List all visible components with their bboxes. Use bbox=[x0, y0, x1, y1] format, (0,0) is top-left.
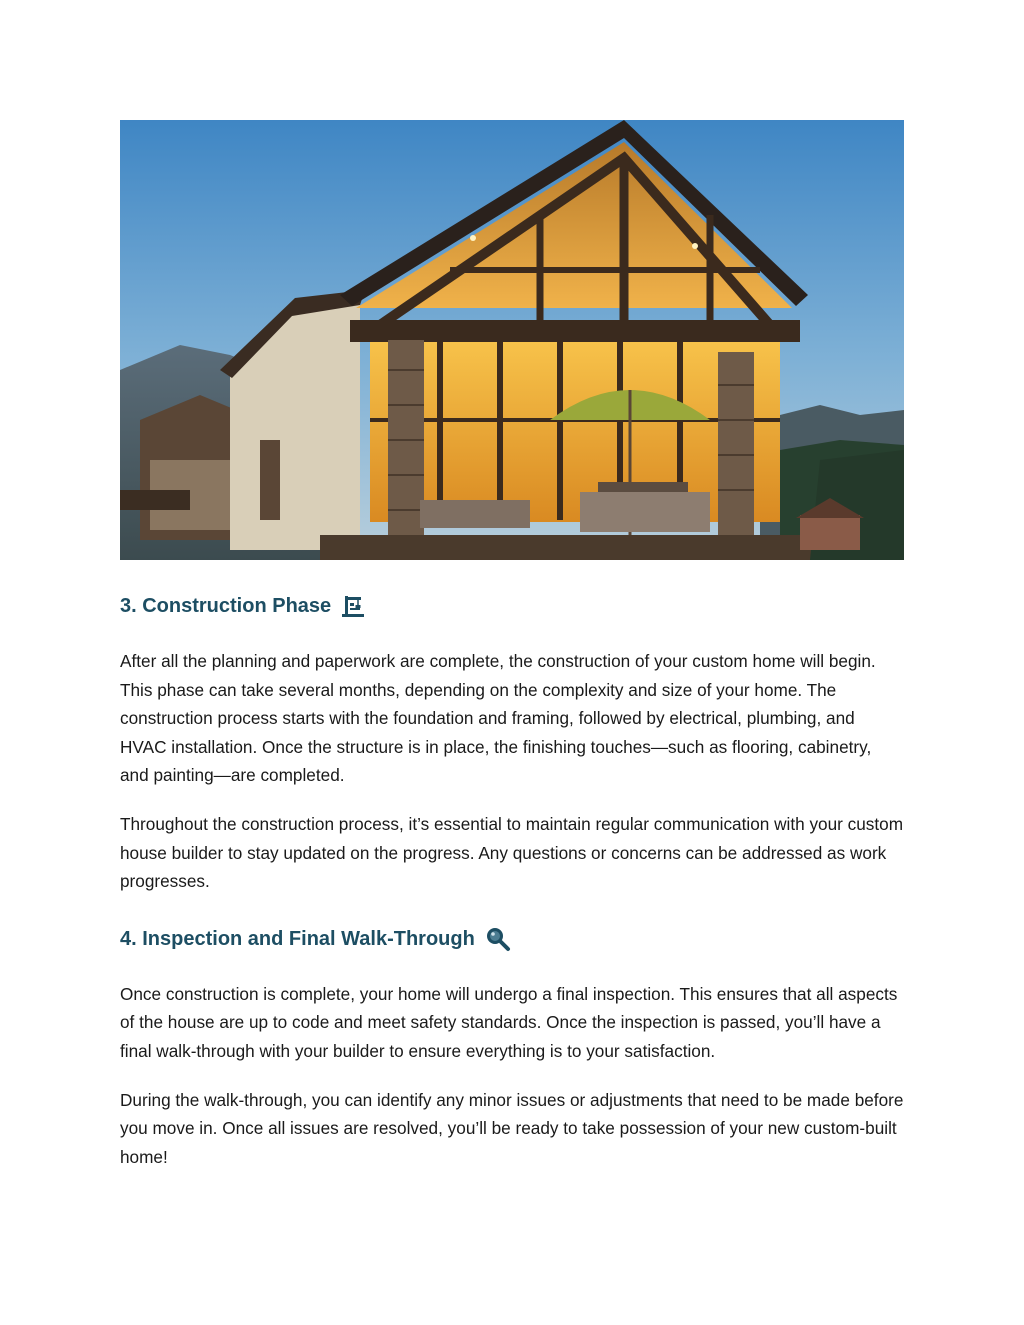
paragraph: During the walk-through, you can identify any minor issues or adjustments that need to be made before you move in. Once all issues are resolved, you’ll be ready to take possession of your new custom-built home! bbox=[120, 1089, 904, 1167]
section-heading-inspection bbox=[120, 925, 904, 953]
section-title: 3. Construction Phase bbox=[120, 595, 332, 617]
construction-crane-icon bbox=[341, 594, 365, 618]
magnifying-glass-icon bbox=[485, 926, 511, 952]
house-photo bbox=[120, 120, 904, 560]
section-heading-construction bbox=[120, 592, 904, 620]
document-page bbox=[120, 120, 904, 1171]
paragraph: Once construction is complete, your home will undergo a final inspection. This ensures that all aspects of the house are up to code and meet safety standards. Once the inspection is passed, you’ll have a final walk-through with your builder to ensure everything is to your satisfaction. bbox=[120, 983, 898, 1061]
section-title: 4. Inspection and Final Walk-Through bbox=[120, 927, 475, 950]
paragraph: Throughout the construction process, it’s essential to maintain regular communication with your custom house builder to stay updated on the progress. Any questions or concerns can be addressed as work progresses. bbox=[120, 813, 904, 892]
paragraph: After all the planning and paperwork are complete, the construction of your custom home will begin. This phase can take several months, depending on the complexity and size of your home. The construction process starts with the foundation and framing, followed by electrical, plumbing, and HVAC installation. Once the structure is in place, the finishing touches—such as flooring, cabinetry, and painting—are completed. bbox=[120, 651, 876, 786]
